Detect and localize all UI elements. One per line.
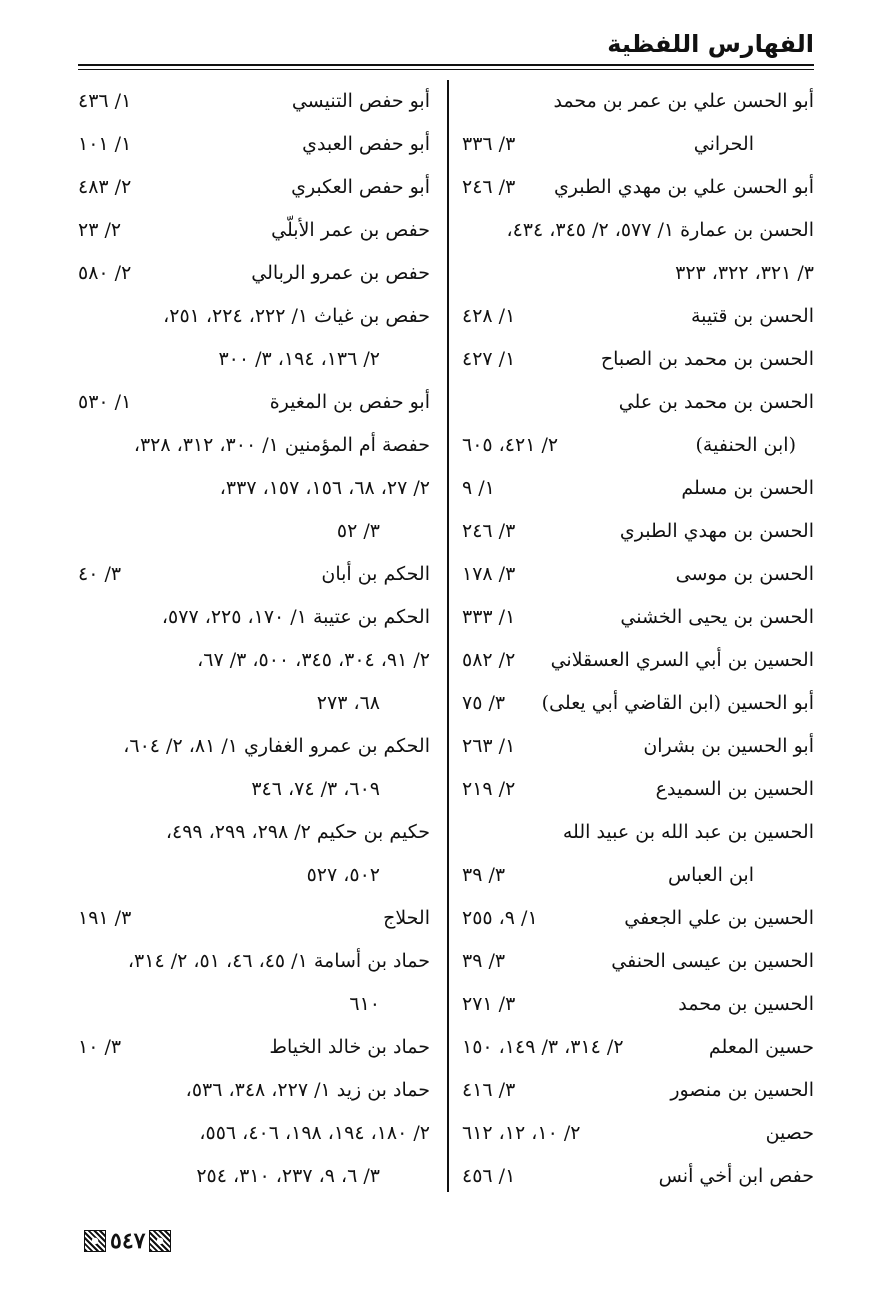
- entry-reference: ٢/ ٥٨٠: [78, 262, 132, 284]
- entry-reference: ٣/ ٤١٦: [462, 1079, 516, 1101]
- index-entry: [78, 510, 430, 553]
- index-entry: [78, 1026, 430, 1069]
- index-entry: [78, 725, 430, 768]
- entry-name: الحسن بن مسلم: [681, 477, 814, 499]
- entry-name: الحراني: [693, 133, 754, 155]
- entry-reference: ١/ ٣٣٣: [462, 606, 516, 628]
- column-divider: [447, 80, 449, 1192]
- index-entry: [462, 811, 814, 854]
- entry-reference: ٣/ ٢٧١: [462, 993, 516, 1015]
- entry-name: حصين: [765, 1122, 814, 1144]
- index-entry: [78, 295, 430, 338]
- index-entry: [78, 338, 430, 381]
- index-entry: [462, 983, 814, 1026]
- entry-name: أبو حفص بن المغيرة: [269, 391, 430, 413]
- entry-name: الحسن بن قتيبة: [690, 305, 814, 327]
- index-entry: [462, 1112, 814, 1155]
- entry-name: الحسن بن موسى: [675, 563, 814, 585]
- entry-name: الحسن بن مهدي الطبري: [619, 520, 814, 542]
- entry-reference: ٣/ ٣٩: [462, 950, 506, 972]
- entry-name: (ابن الحنفية): [695, 434, 796, 456]
- entry-name: حفص بن عمر الأبلّي: [271, 219, 430, 241]
- index-entry: [462, 381, 814, 424]
- entry-name: أبو الحسين بن بشران: [643, 735, 814, 757]
- entry-name: ٢/ ١٨٠، ١٩٤، ١٩٨، ٤٠٦، ٥٥٦،: [199, 1122, 430, 1144]
- entry-reference: ٣/ ٣٣٦: [462, 133, 516, 155]
- entry-reference: ٣/ ٢٤٦: [462, 176, 516, 198]
- entry-name: ٦٠٩، ٣/ ٧٤، ٣٤٦: [251, 778, 380, 800]
- entry-name: الحسين بن محمد: [678, 993, 814, 1015]
- entry-reference: ١/ ٥٣٠: [78, 391, 132, 413]
- entry-name: الحكم بن أبان: [321, 563, 430, 585]
- entry-name: أبو الحسين (ابن القاضي أبي يعلى): [541, 692, 814, 714]
- entry-reference: ٣/ ١٩١: [78, 907, 132, 929]
- entry-reference: ٢/ ٢١٩: [462, 778, 516, 800]
- index-entry: [78, 854, 430, 897]
- index-entry: [462, 1155, 814, 1198]
- entry-reference: ١/ ٤٢٧: [462, 348, 516, 370]
- index-entry: [78, 940, 430, 983]
- header-rule: [78, 64, 814, 66]
- entry-name: ٣/ ٣٢١، ٣٢٢، ٣٢٣: [675, 262, 814, 284]
- ornament-icon: [84, 1230, 106, 1252]
- entry-name: الحسن بن محمد بن علي: [618, 391, 814, 413]
- index-entry: [78, 1069, 430, 1112]
- index-entry: [78, 123, 430, 166]
- index-entry: [462, 596, 814, 639]
- index-entry: [78, 897, 430, 940]
- index-entry: [78, 596, 430, 639]
- entry-reference: ٢/ ٢٣: [78, 219, 122, 241]
- entry-reference: ١/ ٤٢٨: [462, 305, 516, 327]
- entry-name: حفص بن عمرو الربالي: [251, 262, 430, 284]
- entry-name: الحسين بن عبد الله بن عبيد الله: [562, 821, 814, 843]
- entry-name: حماد بن خالد الخياط: [269, 1036, 430, 1058]
- index-entry: [462, 80, 814, 123]
- entry-reference: ٣/ ١٧٨: [462, 563, 516, 585]
- entry-name: الحسين بن علي الجعفي: [624, 907, 814, 929]
- entry-name: الحسين بن أبي السري العسقلاني: [550, 649, 814, 671]
- page-number: ٥٤٧: [110, 1228, 146, 1254]
- entry-name: حكيم بن حكيم ٢/ ٢٩٨، ٢٩٩، ٤٩٩،: [165, 821, 430, 843]
- entry-reference: ٣/ ١٠: [78, 1036, 122, 1058]
- index-entry: [78, 811, 430, 854]
- entry-name: ٢/ ٩١، ٣٠٤، ٣٤٥، ٥٠٠، ٣/ ٦٧،: [197, 649, 430, 671]
- entry-name: الحسين بن عيسى الحنفي: [611, 950, 814, 972]
- index-entry: [462, 553, 814, 596]
- index-entry: [78, 166, 430, 209]
- entry-name: حسين المعلم: [708, 1036, 814, 1058]
- entry-name: الحلاج: [383, 907, 430, 929]
- index-entry: [78, 639, 430, 682]
- index-entry: [462, 682, 814, 725]
- index-column-left: [78, 80, 430, 1198]
- ornament-icon: [149, 1230, 171, 1252]
- entry-name: ٣/ ٦، ٩، ٢٣٧، ٣١٠، ٢٥٤: [196, 1165, 380, 1187]
- entry-name: حفصة أم المؤمنين ١/ ٣٠٠، ٣١٢، ٣٢٨،: [133, 434, 430, 456]
- entry-name: ٢/ ٢٧، ٦٨، ١٥٦، ١٥٧، ٣٣٧،: [219, 477, 430, 499]
- entry-name: ٥٠٢، ٥٢٧: [306, 864, 380, 886]
- entry-name: ٦١٠: [349, 993, 380, 1015]
- entry-name: أبو حفص التنيسي: [291, 90, 430, 112]
- entry-reference: ٢/ ٥٨٢: [462, 649, 516, 671]
- index-entry: [78, 209, 430, 252]
- entry-name: ٣/ ٥٢: [336, 520, 380, 542]
- entry-name: الحسين بن منصور: [670, 1079, 814, 1101]
- index-entry: [462, 338, 814, 381]
- index-entry: [462, 510, 814, 553]
- entry-reference: ٣/ ٣٩: [462, 864, 506, 886]
- index-entry: [78, 1112, 430, 1155]
- index-entry: [462, 295, 814, 338]
- entry-name: الحسن بن محمد بن الصباح: [600, 348, 814, 370]
- index-entry: [462, 1069, 814, 1112]
- entry-reference: ١/ ٩، ٢٥٥: [462, 907, 538, 929]
- entry-name: حماد بن زيد ١/ ٢٢٧، ٣٤٨، ٥٣٦،: [185, 1079, 430, 1101]
- entry-reference: ١/ ٤٣٦: [78, 90, 132, 112]
- entry-name: حفص ابن أخي أنس: [658, 1165, 814, 1187]
- index-entry: [462, 725, 814, 768]
- index-entry: [462, 1026, 814, 1069]
- index-entry: [462, 209, 814, 252]
- entry-name: الحكم بن عمرو الغفاري ١/ ٨١، ٢/ ٦٠٤،: [123, 735, 430, 757]
- index-entry: [78, 381, 430, 424]
- index-entry: [462, 768, 814, 811]
- entry-reference: ٢/ ٤٢١، ٦٠٥: [462, 434, 559, 456]
- index-entry: [462, 897, 814, 940]
- entry-reference: ٣/ ٢٤٦: [462, 520, 516, 542]
- index-column-right: [462, 80, 814, 1198]
- entry-name: ابن العباس: [667, 864, 754, 886]
- index-entry: [462, 940, 814, 983]
- entry-name: أبو حفص العكبري: [291, 176, 430, 198]
- entry-name: ٦٨، ٢٧٣: [316, 692, 380, 714]
- index-entry: [462, 252, 814, 295]
- header-rule-thin: [78, 69, 814, 70]
- index-entry: [78, 553, 430, 596]
- entry-reference: ٢/ ٣١٤، ٣/ ١٤٩، ١٥٠: [462, 1036, 624, 1058]
- entry-reference: ١/ ٤٥٦: [462, 1165, 516, 1187]
- index-entry: [78, 983, 430, 1026]
- index-entry: [462, 166, 814, 209]
- index-entry: [462, 854, 814, 897]
- index-entry: [462, 424, 814, 467]
- entry-name: حفص بن غياث ١/ ٢٢٢، ٢٢٤، ٢٥١،: [163, 305, 430, 327]
- entry-name: الحسن بن يحيى الخشني: [620, 606, 814, 628]
- index-entry: [78, 424, 430, 467]
- index-entry: [78, 682, 430, 725]
- entry-reference: ١/ ١٠١: [78, 133, 132, 155]
- index-entry: [462, 639, 814, 682]
- entry-name: ٢/ ١٣٦، ١٩٤، ٣/ ٣٠٠: [218, 348, 380, 370]
- entry-reference: ١/ ٩: [462, 477, 495, 499]
- index-entry: [78, 1155, 430, 1198]
- entry-reference: ٣/ ٤٠: [78, 563, 122, 585]
- entry-reference: ٣/ ٧٥: [462, 692, 506, 714]
- entry-name: حماد بن أسامة ١/ ٤٥، ٤٦، ٥١، ٢/ ٣١٤،: [127, 950, 430, 972]
- entry-name: الحسن بن عمارة ١/ ٥٧٧، ٢/ ٣٤٥، ٤٣٤،: [506, 219, 814, 241]
- entry-name: أبو الحسن علي بن عمر بن محمد: [553, 90, 814, 112]
- entry-reference: ٢/ ٤٨٣: [78, 176, 132, 198]
- entry-name: أبو الحسن علي بن مهدي الطبري: [553, 176, 814, 198]
- page-footer: [84, 1228, 171, 1254]
- entry-name: الحكم بن عتيبة ١/ ١٧٠، ٢٢٥، ٥٧٧،: [161, 606, 430, 628]
- entry-name: الحسين بن السميدع: [655, 778, 814, 800]
- index-entry: [78, 467, 430, 510]
- index-entry: [78, 768, 430, 811]
- entry-reference: ٢/ ١٠، ١٢، ٦١٢: [462, 1122, 581, 1144]
- index-entry: [78, 252, 430, 295]
- entry-reference: ١/ ٢٦٣: [462, 735, 516, 757]
- index-entry: [462, 467, 814, 510]
- entry-name: أبو حفص العبدي: [302, 133, 430, 155]
- index-entry: [78, 80, 430, 123]
- page-header-title: الفهارس اللفظية: [607, 30, 814, 58]
- index-entry: [462, 123, 814, 166]
